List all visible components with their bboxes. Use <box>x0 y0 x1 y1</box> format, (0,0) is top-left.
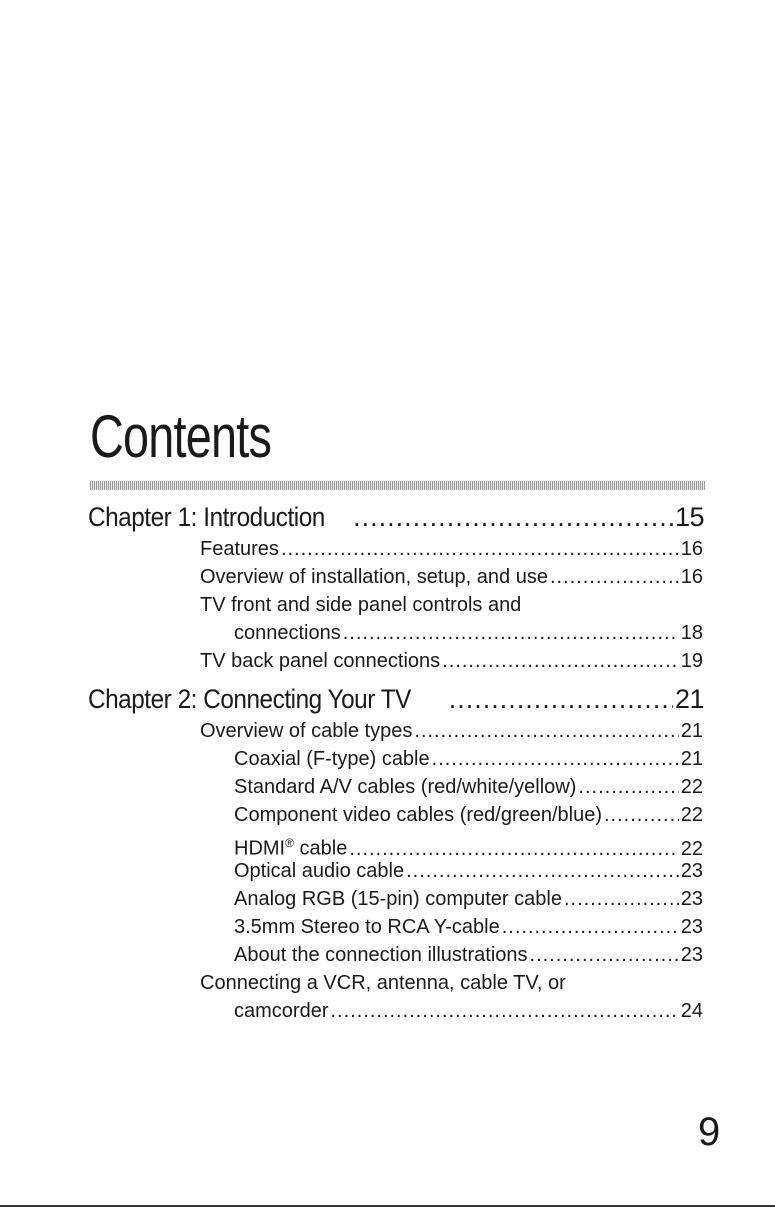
dot-leader <box>578 774 678 800</box>
dot-leader <box>530 942 679 968</box>
toc-entry-component-video[interactable] <box>234 802 703 828</box>
hdmi-text: HDMI <box>234 837 286 860</box>
dot-leader <box>406 858 679 884</box>
toc-entry-label: Analog RGB (15-pin) computer cable <box>234 888 562 910</box>
toc-chapter-label: Chapter 2: Connecting Your TV <box>88 684 411 714</box>
toc-entry-label: TV back panel connections <box>200 650 441 672</box>
toc-entry-analog-rgb[interactable] <box>234 886 703 912</box>
toc-entry-label: Overview of installation, setup, and use <box>200 566 548 588</box>
page-title: Contents <box>90 403 272 470</box>
toc-entry-label: Optical audio cable <box>234 860 405 882</box>
toc-entry-label: Overview of cable types <box>200 720 413 742</box>
toc-page-number: 21 <box>680 748 703 770</box>
cable-text: cable <box>293 837 348 860</box>
toc-page-number: 24 <box>680 1000 703 1022</box>
toc-entry-hdmi[interactable] <box>234 830 703 862</box>
toc-entry-label: Coaxial (F-type) cable <box>234 748 430 770</box>
toc-entry-front-side-panel[interactable] <box>234 620 703 646</box>
toc-page-number: 15 <box>674 502 704 532</box>
toc-entry-label[interactable]: TV front and side panel controls and <box>200 594 522 616</box>
toc-entry-label <box>234 830 347 862</box>
toc-entry-optical-audio[interactable] <box>234 858 703 884</box>
dot-leader <box>414 718 678 744</box>
dot-leader <box>502 914 679 940</box>
dot-leader <box>343 620 679 646</box>
toc-chapter-label: Chapter 1: Introduction <box>88 502 325 532</box>
dot-leader <box>550 564 679 590</box>
toc-page-number: 22 <box>680 804 703 826</box>
toc-entry-label: Features <box>200 538 279 560</box>
toc-chapter-2[interactable] <box>88 682 704 716</box>
dot-leader <box>564 886 679 912</box>
toc-entry-cable-types[interactable] <box>200 718 703 744</box>
toc-entry-coaxial[interactable] <box>234 746 703 772</box>
toc-entry-stereo-rca[interactable] <box>234 914 703 940</box>
toc-entry-features[interactable] <box>200 536 703 562</box>
toc-entry-label: Component video cables (red/green/blue) <box>234 804 602 826</box>
toc-page-number: 22 <box>680 837 703 860</box>
dot-leader <box>442 648 679 674</box>
toc-entry-label: connections <box>234 622 341 644</box>
toc-page-number: 23 <box>680 860 703 882</box>
page-number: 9 <box>698 1110 721 1154</box>
toc-page-number: 22 <box>680 776 703 798</box>
dot-leader <box>281 536 679 562</box>
toc-entry-connection-illustrations[interactable] <box>234 942 703 968</box>
toc-page-number: 16 <box>680 566 703 588</box>
toc-page-number: 21 <box>674 684 704 714</box>
toc-entry-label: Standard A/V cables (red/white/yellow) <box>234 776 577 798</box>
toc-page-number: 18 <box>680 622 703 644</box>
toc-page-number: 19 <box>680 650 703 672</box>
dot-leader <box>604 802 679 828</box>
toc-chapter-1[interactable] <box>88 500 704 534</box>
dot-leader <box>432 746 679 772</box>
toc-entry-label: 3.5mm Stereo to RCA Y-cable <box>234 916 500 938</box>
toc-entry-back-panel[interactable] <box>200 648 703 674</box>
dot-leader <box>449 682 673 716</box>
registered-mark: ® <box>285 836 294 850</box>
dot-leader <box>353 500 673 534</box>
toc-entry-label[interactable]: Connecting a VCR, antenna, cable TV, or <box>200 972 566 994</box>
toc-entry-label: camcorder <box>234 1000 329 1022</box>
toc-page-number: 23 <box>680 916 703 938</box>
toc-page-number: 21 <box>680 720 703 742</box>
dot-leader <box>330 998 678 1024</box>
toc-entry-connecting-vcr[interactable] <box>234 998 703 1024</box>
toc-page-number: 23 <box>680 888 703 910</box>
toc-entry-standard-av[interactable] <box>234 774 703 800</box>
toc-page-number: 16 <box>680 538 703 560</box>
toc-entry-label: About the connection illustrations <box>234 944 528 966</box>
toc-page-number: 23 <box>680 944 703 966</box>
toc-entry-overview-installation[interactable] <box>200 564 703 590</box>
